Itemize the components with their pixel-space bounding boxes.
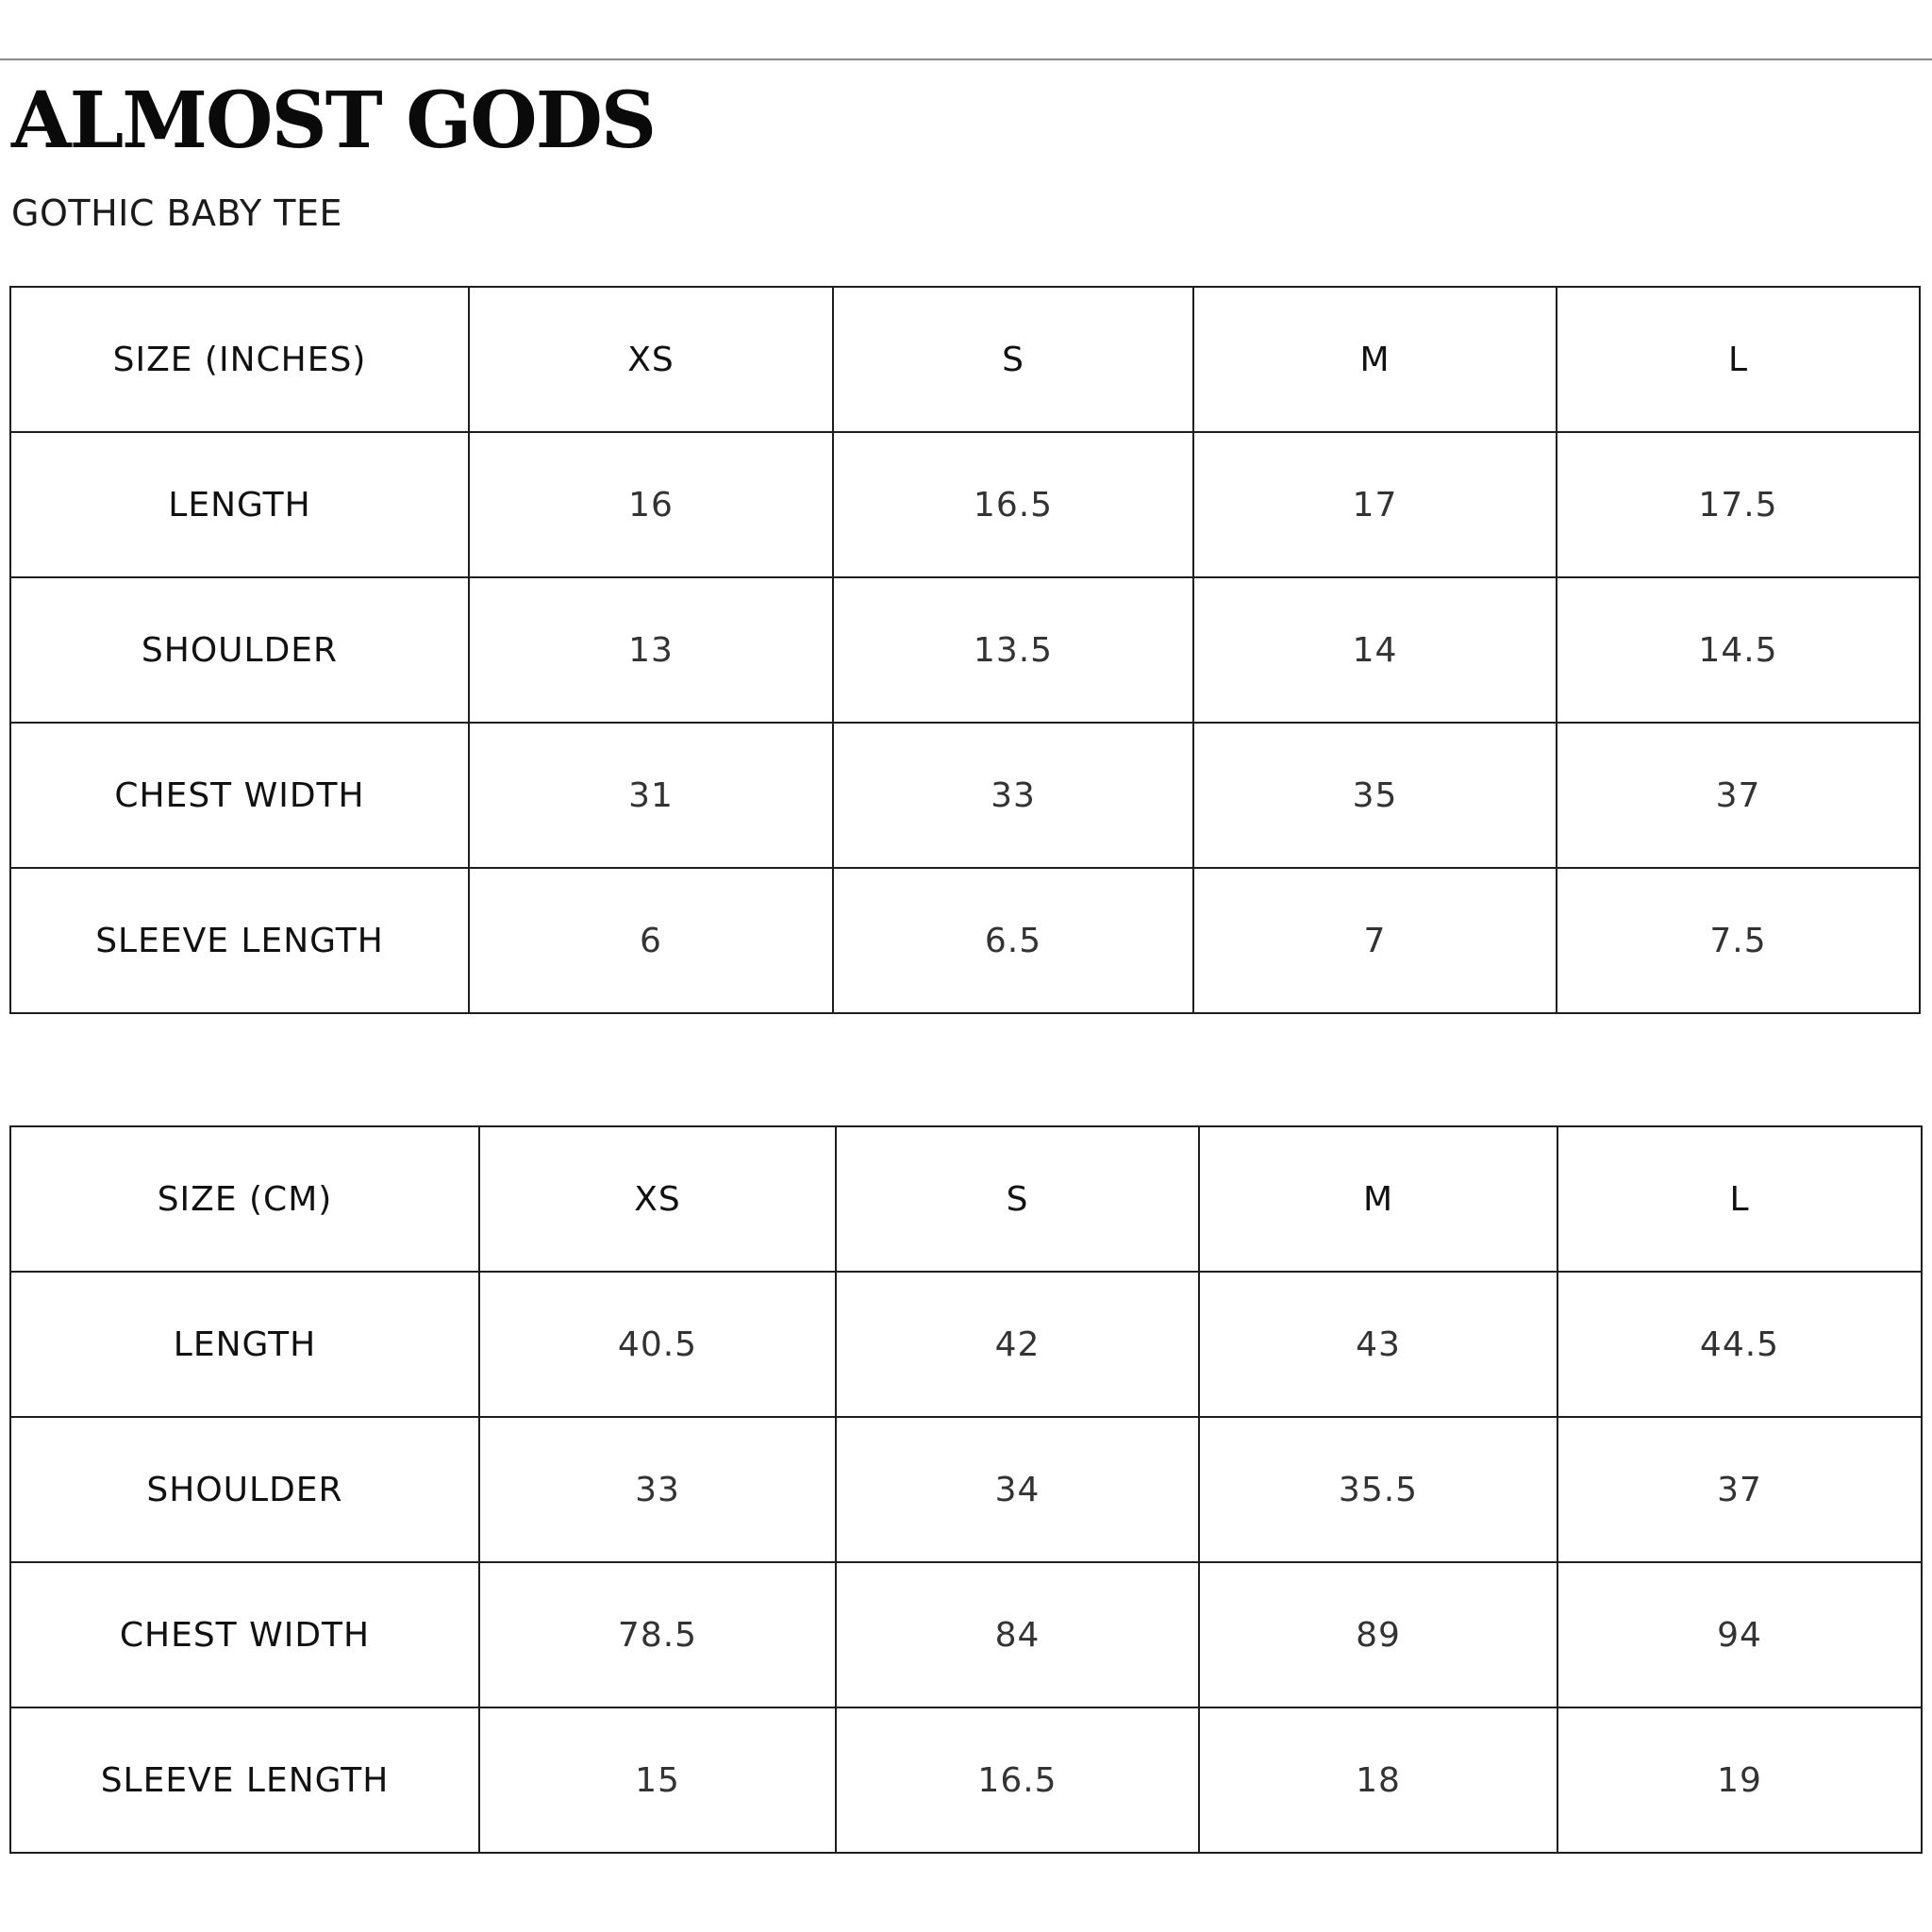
table-row xyxy=(10,577,1920,723)
value-cell: 37 xyxy=(1557,1417,1922,1562)
row-label-chest-width: CHEST WIDTH xyxy=(10,1562,479,1707)
size-header-l: L xyxy=(1557,1126,1922,1272)
value-cell: 19 xyxy=(1557,1707,1922,1853)
value-cell: 17 xyxy=(1193,432,1557,577)
size-header-s: S xyxy=(836,1126,1199,1272)
value-cell: 7.5 xyxy=(1557,868,1920,1013)
table-row xyxy=(10,868,1920,1013)
row-label-shoulder: SHOULDER xyxy=(10,1417,479,1562)
value-cell: 35.5 xyxy=(1199,1417,1557,1562)
value-cell: 42 xyxy=(836,1272,1199,1417)
value-cell: 37 xyxy=(1557,723,1920,868)
table-row xyxy=(10,1272,1922,1417)
table-row xyxy=(10,432,1920,577)
value-cell: 6.5 xyxy=(833,868,1193,1013)
value-cell: 44.5 xyxy=(1557,1272,1922,1417)
value-cell: 43 xyxy=(1199,1272,1557,1417)
brand-title: ALMOST GODS xyxy=(11,75,656,166)
table-row xyxy=(10,1417,1922,1562)
size-unit-header: SIZE (INCHES) xyxy=(10,287,469,432)
size-header-m: M xyxy=(1199,1126,1557,1272)
value-cell: 40.5 xyxy=(479,1272,836,1417)
table-row xyxy=(10,1707,1922,1853)
value-cell: 16.5 xyxy=(833,432,1193,577)
value-cell: 14 xyxy=(1193,577,1557,723)
size-header-xs: XS xyxy=(479,1126,836,1272)
top-divider xyxy=(0,58,1932,60)
value-cell: 31 xyxy=(469,723,833,868)
row-label-length: LENGTH xyxy=(10,432,469,577)
size-table-cm xyxy=(9,1125,1923,1854)
row-label-chest-width: CHEST WIDTH xyxy=(10,723,469,868)
value-cell: 33 xyxy=(479,1417,836,1562)
size-header-m: M xyxy=(1193,287,1557,432)
value-cell: 14.5 xyxy=(1557,577,1920,723)
size-header-l: L xyxy=(1557,287,1920,432)
size-header-xs: XS xyxy=(469,287,833,432)
value-cell: 6 xyxy=(469,868,833,1013)
table-row xyxy=(10,1562,1922,1707)
value-cell: 89 xyxy=(1199,1562,1557,1707)
size-table-inches xyxy=(9,286,1921,1014)
value-cell: 16.5 xyxy=(836,1707,1199,1853)
value-cell: 13 xyxy=(469,577,833,723)
size-unit-header: SIZE (CM) xyxy=(10,1126,479,1272)
value-cell: 78.5 xyxy=(479,1562,836,1707)
value-cell: 15 xyxy=(479,1707,836,1853)
size-header-s: S xyxy=(833,287,1193,432)
value-cell: 7 xyxy=(1193,868,1557,1013)
value-cell: 18 xyxy=(1199,1707,1557,1853)
value-cell: 16 xyxy=(469,432,833,577)
product-name: GOTHIC BABY TEE xyxy=(11,192,343,234)
value-cell: 84 xyxy=(836,1562,1199,1707)
row-label-shoulder: SHOULDER xyxy=(10,577,469,723)
value-cell: 17.5 xyxy=(1557,432,1920,577)
row-label-sleeve-length: SLEEVE LENGTH xyxy=(10,1707,479,1853)
value-cell: 13.5 xyxy=(833,577,1193,723)
table-header-row xyxy=(10,287,1920,432)
table-header-row xyxy=(10,1126,1922,1272)
value-cell: 34 xyxy=(836,1417,1199,1562)
value-cell: 94 xyxy=(1557,1562,1922,1707)
value-cell: 33 xyxy=(833,723,1193,868)
table-row xyxy=(10,723,1920,868)
row-label-length: LENGTH xyxy=(10,1272,479,1417)
value-cell: 35 xyxy=(1193,723,1557,868)
row-label-sleeve-length: SLEEVE LENGTH xyxy=(10,868,469,1013)
